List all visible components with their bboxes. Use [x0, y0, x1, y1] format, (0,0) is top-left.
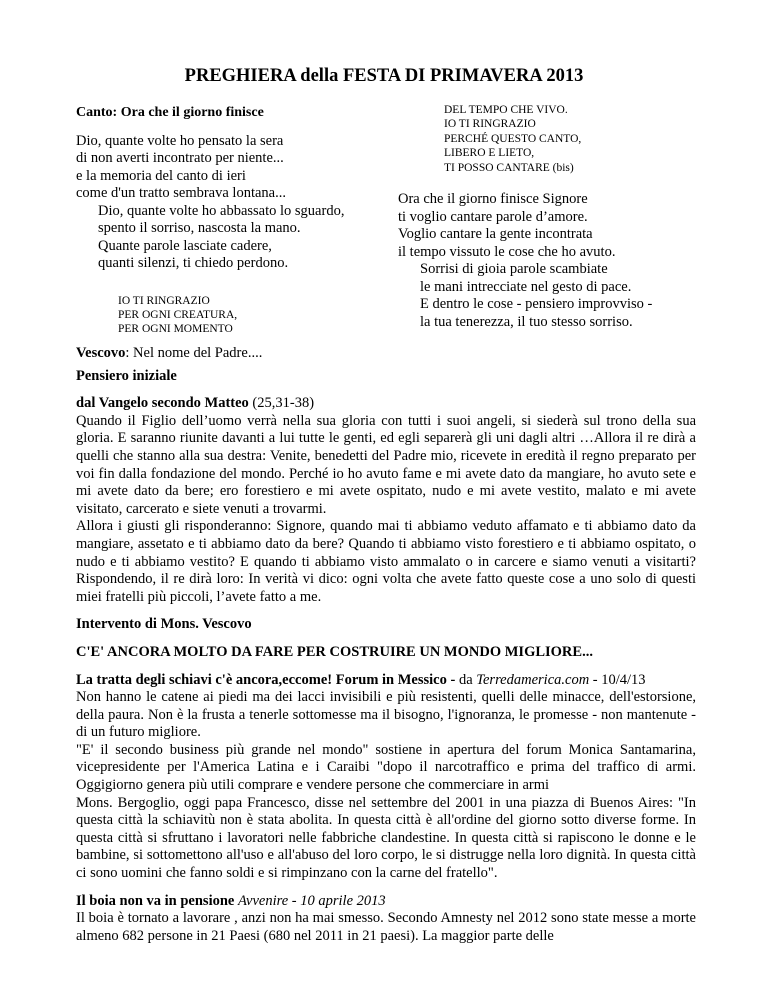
- speaker-label: Vescovo: [76, 345, 126, 361]
- song-left-column: [76, 104, 386, 337]
- refrain-block: [76, 294, 386, 337]
- article-headline: La tratta degli schiavi c'è ancora,eccome! Forum in Messico -: [76, 671, 456, 688]
- gospel-paragraph: Quando il Figlio dell’uomo verrà nella sua gloria con tutti i suoi angeli, si siederà sul trono della sua gloria. E saranno riunite davanti a lui tutte le genti, ed egli separerà gli uni dagli altri …Allora il re dirà a quelli che stanno alla sua destra: Venite, benedetti del Padre mio, ricevete in eredità il regno preparato per voi fin dalla fondazione del mondo. Perché io ho avuto fame e mi avete dato da mangiare, ho avuto sete e mi avete dato da bere; ero forestiero e mi avete ospitato, nudo e mi avete vestito, malato e mi avete visitato, carcerato e siete venuti a trovarmi.: [76, 412, 696, 517]
- verse-line: ti voglio cantare parole d’amore.: [398, 208, 588, 225]
- verse-line: come d'un tratto sembrava lontana...: [76, 185, 286, 201]
- verse-line: di non averti incontrato per niente...: [76, 150, 284, 166]
- section-heading: Intervento di Mons. Vescovo: [76, 616, 252, 633]
- article-paragraph: "E' il secondo business più grande nel mondo" sostiene in apertura del forum Monica Santamarina, vicepresidente per l'America Latina e i Caraibi "dopo il narcotraffico e prima del traffico di armi. Oggigiorno genera più utili comprare e vendere persone che commerciare in armi: [76, 741, 696, 794]
- refrain-block: [398, 103, 698, 175]
- verse-line: E dentro le cose - pensiero improvviso -: [420, 296, 653, 313]
- article-paragraph: Il boia è tornato a lavorare , anzi non ha mai smesso. Secondo Amnesty nel 2012 sono state messe a morte almeno 682 persone in 21 Paesi (680 nel 2011 in 21 paesi). La maggior parte delle: [76, 910, 696, 944]
- article-paragraph: Mons. Bergoglio, oggi papa Francesco, disse nel settembre del 2001 in una piazza di Buenos Aires: "In questa città la schiavitù non è stata abolita. In questa città è all'ordine del giorno sotto diverse forme. In questa città si sfruttano i lavoratori nelle fabbriche clandestine. In questa città si rapiscono le donne e le bambine, si sottomettono all'uso e all'abuso del loro corpo, le si distrugge nella loro dignità. In questa città ci sono uomini che fanno soldi e si rimpinzano con la carne del fratello".: [76, 794, 696, 882]
- verse-line: e la memoria del canto di ieri: [76, 167, 246, 184]
- article-paragraph: Non hanno le catene ai piedi ma dei lacci invisibili e più resistenti, quelli delle minacce, dell'estorsione, della paura. Non è la frusta a tenerle sottomesse ma il bisogno, l'ignoranza, le promesse - non mantenute - di un futuro migliore.: [76, 689, 696, 741]
- verse-line: le mani intrecciate nel gesto di pace.: [420, 278, 632, 295]
- refrain-line: LIBERO E LIETO,: [444, 147, 535, 160]
- refrain-line: IO TI RINGRAZIO: [118, 294, 210, 307]
- section-heading: Pensiero iniziale: [76, 367, 177, 384]
- refrain-line: IO TI RINGRAZIO: [444, 118, 536, 131]
- verse-line: Quante parole lasciate cadere,: [98, 237, 272, 254]
- article-source: Avvenire - 10 aprile 2013: [237, 892, 386, 909]
- refrain-line: PER OGNI MOMENTO: [118, 323, 233, 336]
- gospel-paragraph: Allora i giusti gli risponderanno: Signore, quando mai ti abbiamo veduto affamato e ti abbiamo dato da mangiare, assetato e ti abbiamo dato da bere? Quando ti abbiamo visto forestiero e ti abbiamo ospitato, o nudo e ti abbiamo vestito? E quando ti abbiamo visto ammalato o in carcere e siamo venuti a visitarti? Rispondendo, il re dirà loro: In verità vi dico: ogni volta che avete fatto queste cose a uno solo di questi miei fratelli più piccoli, l’avete fatto a me.: [76, 518, 696, 605]
- gospel-heading: dal Vangelo secondo Matteo: [76, 395, 253, 412]
- verse-line: il tempo vissuto le cose che ho avuto.: [398, 243, 616, 260]
- article-date: - 10/4/13: [589, 671, 646, 688]
- gospel-reference: (25,31-38): [252, 395, 315, 412]
- document-body: [76, 345, 696, 945]
- article-headline: Il boia non va in pensione: [76, 892, 238, 909]
- verse-line: Ora che il giorno finisce Signore: [398, 191, 588, 208]
- verse-line: Voglio cantare la gente incontrata: [398, 226, 593, 243]
- refrain-line: PERCHÉ QUESTO CANTO,: [444, 132, 582, 145]
- verse-line: Sorrisi di gioia parole scambiate: [420, 261, 608, 278]
- verse-line: quanti silenzi, ti chiedo perdono.: [98, 255, 289, 271]
- verse-line: spento il sorriso, nascosta la mano.: [98, 220, 301, 236]
- song-heading: Canto: Ora che il giorno finisce: [76, 105, 264, 120]
- verse-line: la tua tenerezza, il tuo stesso sorriso.: [420, 313, 633, 330]
- refrain-line: PER OGNI CREATURA,: [118, 308, 238, 321]
- refrain-line: TI POSSO CANTARE (bis): [444, 161, 574, 174]
- speaker-text: : Nel nome del Padre....: [125, 345, 263, 361]
- verse-line: Dio, quante volte ho pensato la sera: [76, 132, 284, 149]
- song-right-column: [398, 103, 698, 331]
- section-heading: C'E' ANCORA MOLTO DA FARE PER COSTRUIRE UN MONDO MIGLIORE...: [76, 643, 593, 660]
- verse-line: Dio, quante volte ho abbassato lo sguardo,: [98, 202, 345, 219]
- article-source: Terredamerica.com: [476, 671, 590, 688]
- article-source-prefix: da: [455, 671, 477, 688]
- page-title: PREGHIERA della FESTA DI PRIMAVERA 2013: [184, 66, 584, 86]
- refrain-line: DEL TEMPO CHE VIVO.: [444, 104, 568, 116]
